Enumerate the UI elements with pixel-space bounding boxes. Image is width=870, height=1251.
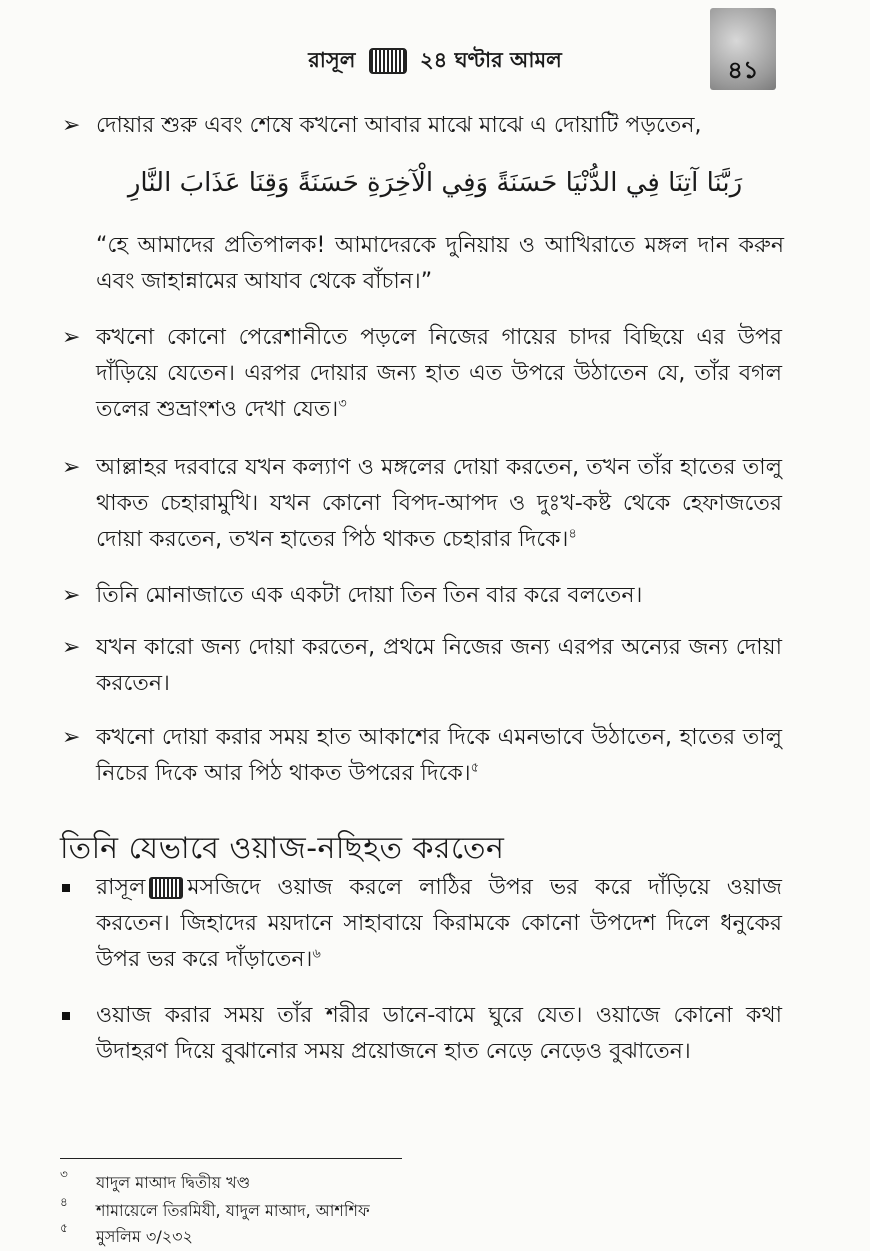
footnote-ref: ৬ bbox=[312, 946, 321, 962]
footnote bbox=[60, 1167, 251, 1197]
list-item bbox=[62, 998, 782, 1070]
dua-translation: “হে আমাদের প্রতিপালক! আমাদেরকে দুনিয়ায় ও আখিরাতে মঙ্গল দান করুন এবং জাহান্নামের আযাব থেকে বাঁচান।” bbox=[96, 233, 784, 294]
list-item-text: দোয়ার শুরু এবং শেষে কখনো আবার মাঝে মাঝে এ দোয়াটি পড়তেন, bbox=[96, 113, 702, 138]
list-item-text: কখনো দোয়া করার সময় হাত আকাশের দিকে এমনভাবে উঠাতেন, হাতের তালু নিচের দিকে আর পিঠ থাকত উপরের দিকে। bbox=[96, 725, 782, 786]
arrow-bullet-icon: ➢ bbox=[62, 325, 81, 350]
list-item bbox=[62, 870, 782, 978]
footnote bbox=[60, 1195, 370, 1225]
page-number-box bbox=[710, 8, 776, 90]
square-bullet-icon bbox=[62, 1012, 70, 1020]
footnote-mark: ৫ bbox=[60, 1221, 68, 1235]
list-item bbox=[62, 720, 782, 792]
header-title-left: রাসূল bbox=[308, 48, 356, 72]
footnote bbox=[60, 1221, 193, 1251]
footnote-ref: ৩ bbox=[338, 396, 347, 412]
header-title-right: ২৪ ঘণ্টার আমল bbox=[420, 48, 562, 72]
list-item-text: যখন কারো জন্য দোয়া করতেন, প্রথমে নিজের জন্য এরপর অন্যের জন্য দোয়া করতেন। bbox=[96, 635, 782, 696]
arabic-dua: رَبَّنَا آتِنَا فِي الدُّنْيَا حَسَنَةً وَفِي الْآخِرَةِ حَسَنَةً وَقِنَا عَذَابَ النَّارِ bbox=[127, 168, 743, 198]
page-number: ৪১ bbox=[727, 56, 759, 84]
list-item bbox=[62, 450, 782, 558]
list-item bbox=[62, 578, 782, 614]
square-bullet-icon bbox=[62, 884, 70, 892]
arrow-bullet-icon: ➢ bbox=[62, 583, 81, 608]
list-item-prefix: রাসূল bbox=[96, 875, 146, 900]
footnote-text: মুসলিম ৩/২৩২ bbox=[96, 1227, 193, 1246]
list-item bbox=[62, 630, 782, 702]
footnote-mark: ৪ bbox=[60, 1195, 68, 1209]
list-item bbox=[62, 108, 782, 144]
arrow-bullet-icon: ➢ bbox=[62, 113, 81, 138]
arrow-bullet-icon: ➢ bbox=[62, 455, 81, 480]
section-heading: তিনি যেভাবে ওয়াজ-নছিহত করতেন bbox=[60, 831, 505, 866]
footnote-text: শামায়েলে তিরমিযী, যাদুল মাআদ, আশশিফ bbox=[96, 1201, 370, 1220]
arrow-bullet-icon: ➢ bbox=[62, 635, 81, 660]
list-item-text: কখনো কোনো পেরেশানীতে পড়লে নিজের গায়ের চাদর বিছিয়ে এর উপর দাঁড়িয়ে যেতেন। এরপর দোয়ার জন্য হাত এত উপরে উঠাতেন যে, তাঁর বগল তলের শুভ্রাংশও দেখা যেত। bbox=[96, 325, 782, 422]
list-item-text: আল্লাহর দরবারে যখন কল্যাণ ও মঙ্গলের দোয়া করতেন, তখন তাঁর হাতের তালু থাকত চেহারামুখি। যখন কোনো বিপদ-আপদ ও দুঃখ-কষ্ট থেকে হেফাজতের দোয়া করতেন, তখন হাতের পিঠ থাকত চেহারার দিকে। bbox=[96, 455, 782, 552]
salutation-seal-icon bbox=[149, 877, 183, 899]
list-item bbox=[62, 320, 782, 428]
arrow-bullet-icon: ➢ bbox=[62, 725, 81, 750]
footnote-text: যাদুল মাআদ দ্বিতীয় খণ্ড bbox=[96, 1173, 251, 1192]
footnote-mark: ৩ bbox=[60, 1167, 68, 1181]
list-item-text: ওয়াজ করার সময় তাঁর শরীর ডানে-বামে ঘুরে যেত। ওয়াজে কোনো কথা উদাহরণ দিয়ে বুঝানোর সময় প্রয়োজনে হাত নেড়ে নেড়েও বুঝাতেন। bbox=[96, 1003, 782, 1064]
list-item-text: মসজিদে ওয়াজ করলে লাঠির উপর ভর করে দাঁড়িয়ে ওয়াজ করতেন। জিহাদের ময়দানে সাহাবায়ে কিরামকে কোনো উপদেশ দিলে ধনুকের উপর ভর করে দাঁড়াতেন। bbox=[96, 875, 782, 972]
footnote-ref: ৫ bbox=[470, 760, 480, 776]
salutation-seal-icon bbox=[369, 48, 407, 74]
footnote-ref: ৪ bbox=[568, 526, 577, 542]
list-item-text: তিনি মোনাজাতে এক একটা দোয়া তিন তিন বার করে বলতেন। bbox=[96, 583, 643, 608]
footnote-divider bbox=[60, 1158, 402, 1159]
